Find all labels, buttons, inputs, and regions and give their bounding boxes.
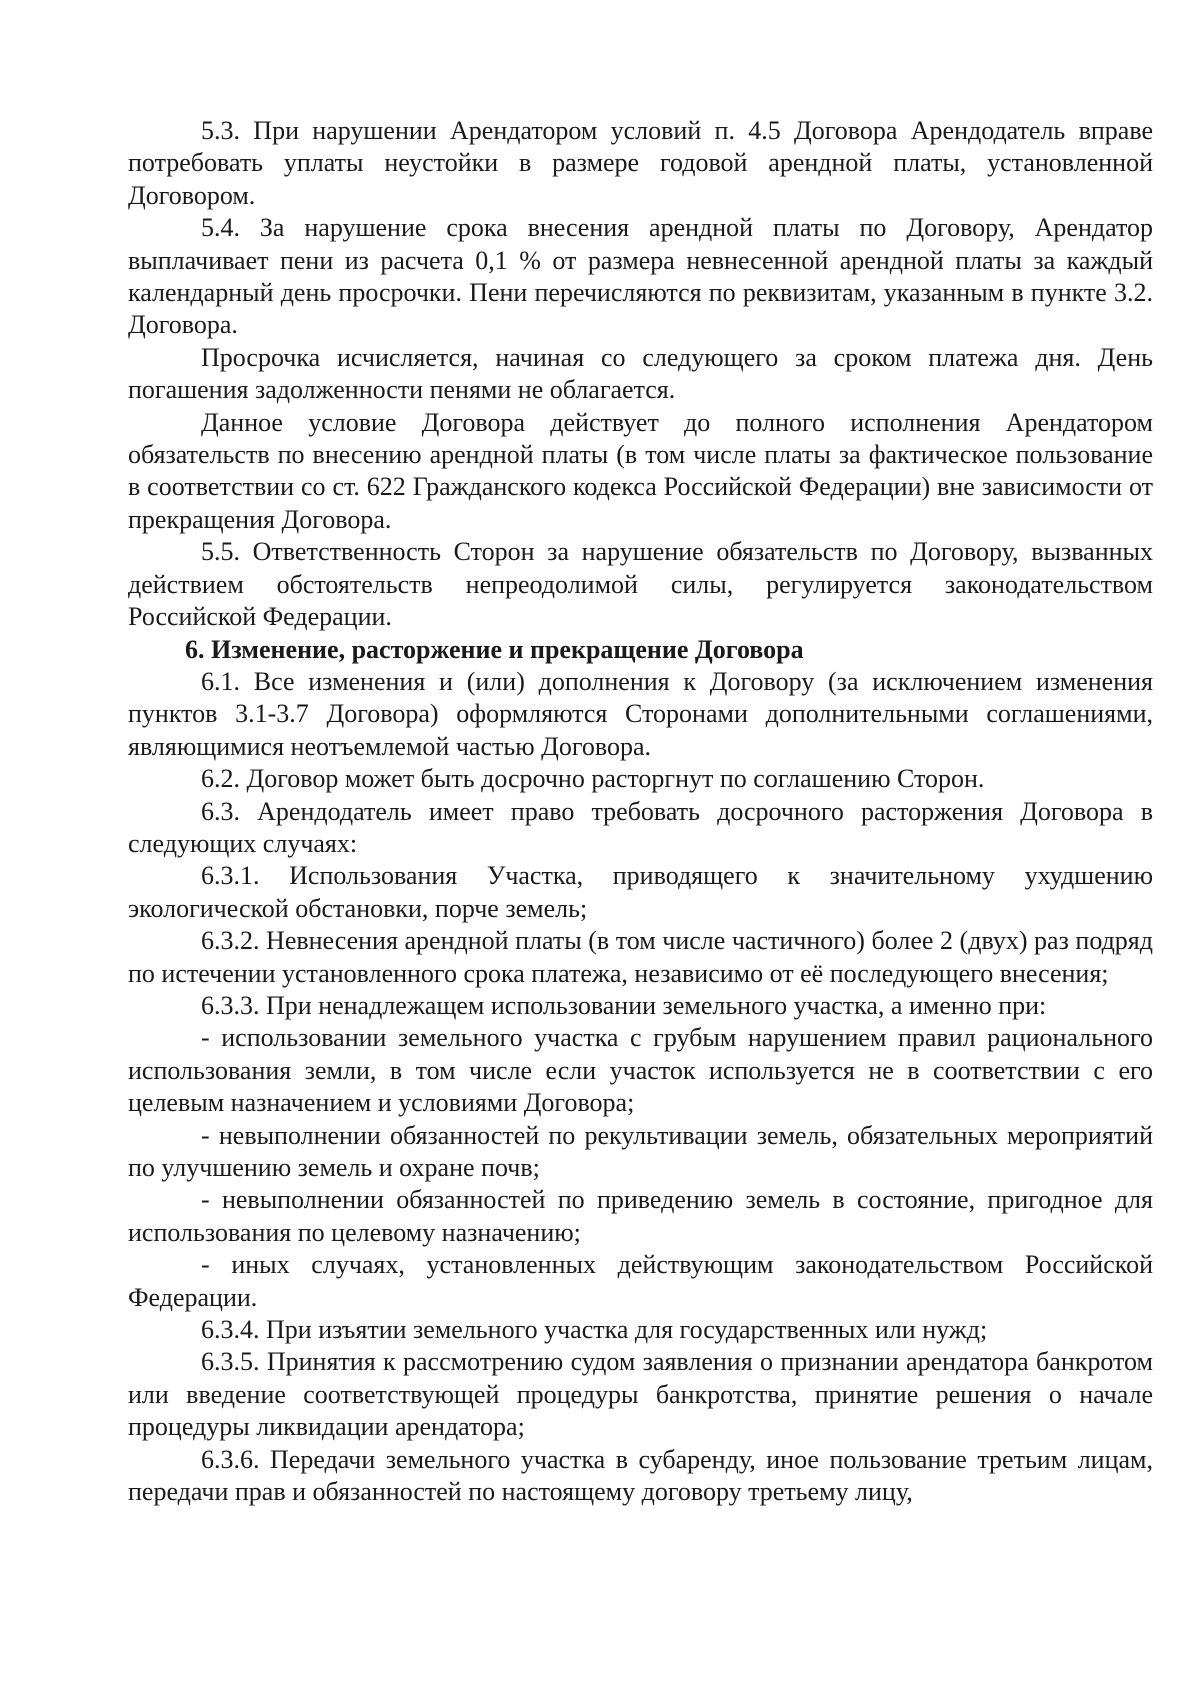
clause-6-2: 6.2. Договор может быть досрочно расторгнут по соглашению Сторон. (201, 764, 985, 794)
clause-6-3-5: 6.3.5. Принятия к рассмотрению судом заявления о признании арендатора банкротом или введение соответствующей процедуры банкротства, принятие решения о начале процедуры ликвидации арендатора; (128, 1347, 1153, 1442)
list-item-misuse: - использовании земельного участка с грубым нарушением правил рационального использования земли, в том числе если участок используется не в соответствии с его целевым назначением и условиями Договора; (128, 1023, 1153, 1118)
list-item-other-cases: - иных случаях, установленных действующим законодательством Российской Федерации. (128, 1250, 1153, 1312)
condition-paragraph: Данное условие Договора действует до полного исполнения Арендатором обязательств по внесению арендной платы (в том числе платы за фактическое пользование в соответствии со ст. 622 Гражданского кодекса Российской Федерации) вне зависимости от прекращения Договора. (128, 407, 1153, 534)
clause-6-3-2: 6.3.2. Невнесения арендной платы (в том числе частичного) более 2 (двух) раз подряд по истечении установленного срока платежа, независимо от её последующего внесения; (128, 926, 1153, 988)
list-item-recultivation: - невыполнении обязанностей по рекультивации земель, обязательных мероприятий по улучшению земель и охране почв; (128, 1120, 1153, 1182)
list-item-restoration: - невыполнении обязанностей по приведению земель в состояние, пригодное для использования по целевому назначению; (128, 1185, 1153, 1247)
document-body (128, 115, 1153, 1508)
clause-6-3-4: 6.3.4. При изъятии земельного участка для государственных или нужд; (201, 1315, 988, 1345)
clause-6-3-6: 6.3.6. Передачи земельного участка в субаренду, иное пользование третьим лицам, передачи прав и обязанностей по настоящему договору третьему лицу, (128, 1444, 1153, 1507)
section-6-heading: 6. Изменение, расторжение и прекращение Договора (185, 634, 804, 664)
clause-6-3-1: 6.3.1. Использования Участка, приводящего к значительному ухудшению экологической обстановки, порче земель; (128, 861, 1153, 923)
delay-paragraph: Просрочка исчисляется, начиная со следующего за сроком платежа дня. День погашения задолженности пенями не облагается. (128, 342, 1153, 405)
clause-6-1: 6.1. Все изменения и (или) дополнения к Договору (за исключением изменения пунктов 3.1-3.7 Договора) оформляются Сторонами дополнительными соглашениями, являющимися неотъемлемой частью Договора. (128, 666, 1153, 761)
clause-6-3-3: 6.3.3. При ненадлежащем использовании земельного участка, а именно при: (201, 990, 1047, 1020)
clause-6-3: 6.3. Арендодатель имеет право требовать досрочного расторжения Договора в следующих случаях: (128, 796, 1153, 858)
clause-5-4: 5.4. За нарушение срока внесения арендной платы по Договору, Арендатор выплачивает пени из расчета 0,1 % от размера невнесенной арендной платы за каждый календарный день просрочки. Пени перечисляются по реквизитам, указанным в пункте 3.2. Договора. (128, 213, 1153, 340)
clause-5-3: 5.3. При нарушении Арендатором условий п. 4.5 Договора Арендодатель вправе потребовать уплаты неустойки в размере годовой арендной платы, установленной Договором. (128, 116, 1153, 210)
clause-5-5: 5.5. Ответственность Сторон за нарушение обязательств по Договору, вызванных действием обстоятельств непреодолимой силы, регулируется законодательством Российской Федерации. (128, 537, 1153, 632)
